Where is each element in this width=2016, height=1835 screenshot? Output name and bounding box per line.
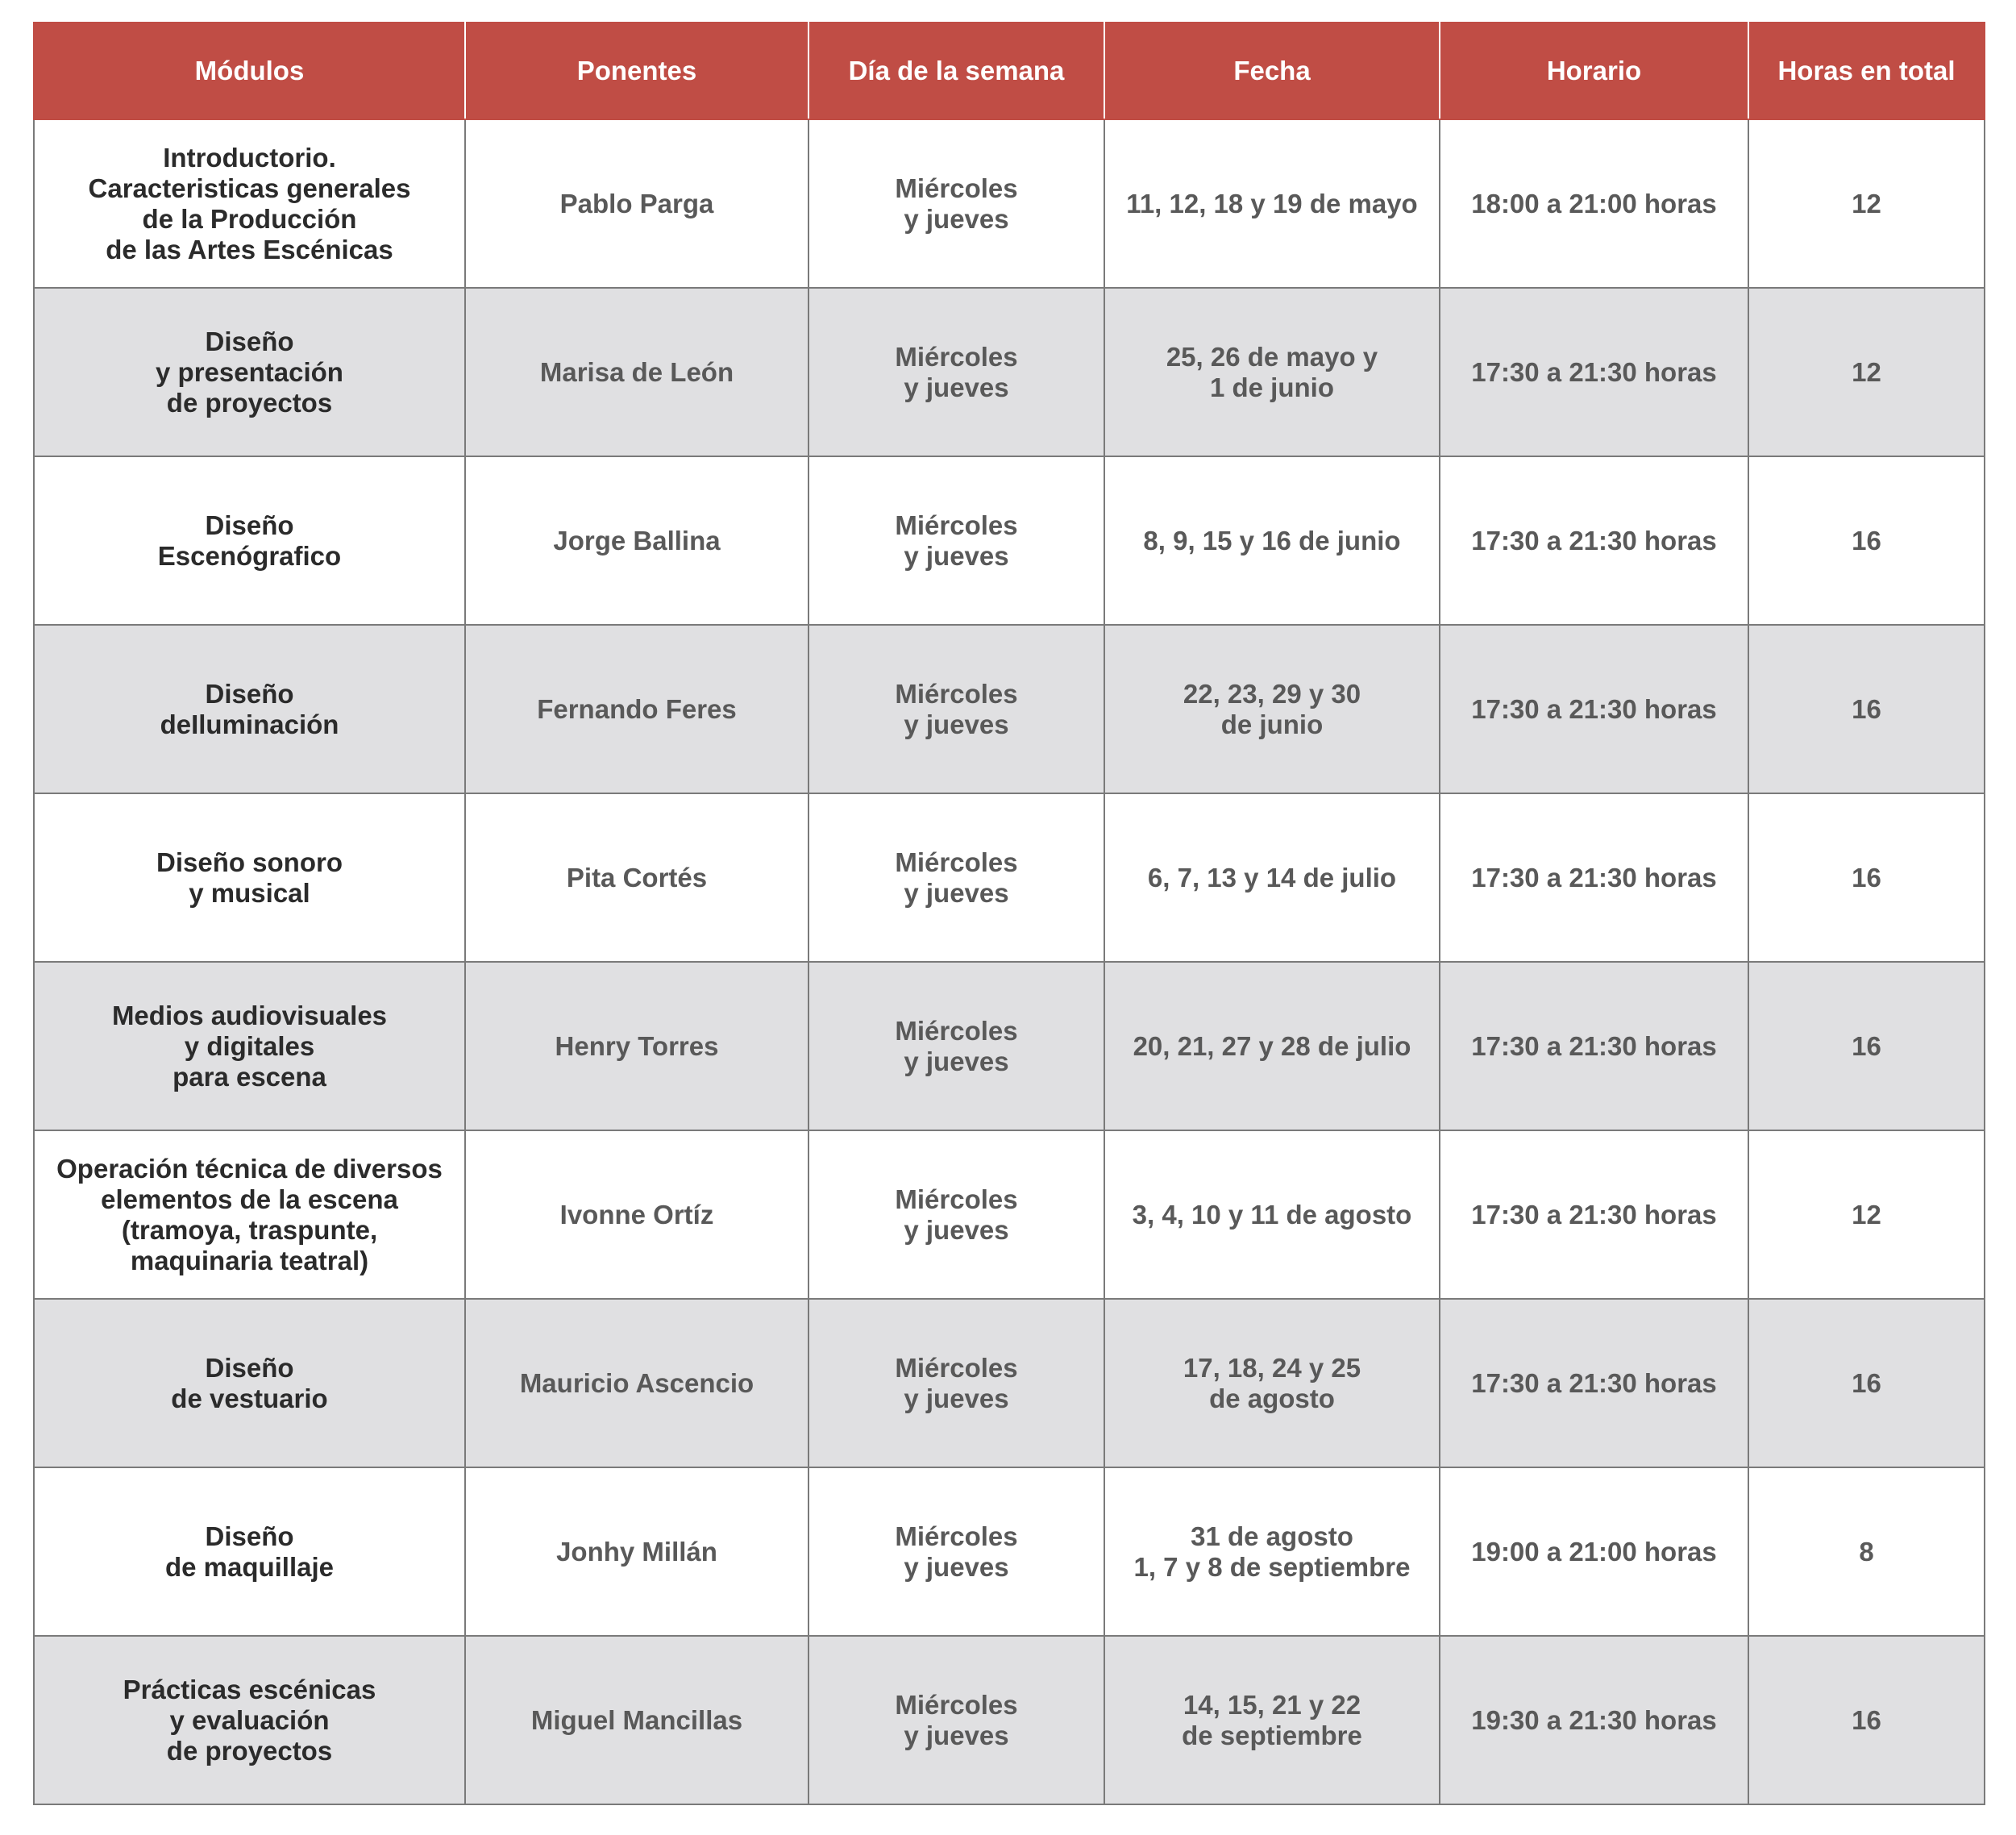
fecha-cell: 17, 18, 24 y 25 de agosto [1104,1299,1440,1467]
dia-cell: Miércoles y jueves [808,1130,1104,1299]
horario-cell: 17:30 a 21:30 horas [1440,625,1748,793]
fecha-cell: 22, 23, 29 y 30 de junio [1104,625,1440,793]
header-horas-en-total: Horas en total [1748,23,1985,119]
ponente-cell: Jonhy Millán [465,1467,808,1636]
fecha-cell: 6, 7, 13 y 14 de julio [1104,793,1440,962]
dia-cell: Miércoles y jueves [808,119,1104,288]
table-row [34,1299,1985,1467]
ponente-cell: Miguel Mancillas [465,1636,808,1804]
table-row [34,1636,1985,1804]
ponente-cell: Mauricio Ascencio [465,1299,808,1467]
dia-cell: Miércoles y jueves [808,793,1104,962]
modulo-cell: Diseño de maquillaje [34,1467,465,1636]
horas-cell: 16 [1748,793,1985,962]
horario-cell: 17:30 a 21:30 horas [1440,456,1748,625]
ponente-cell: Pablo Parga [465,119,808,288]
header-fecha: Fecha [1104,23,1440,119]
header-ponentes: Ponentes [465,23,808,119]
horas-cell: 16 [1748,962,1985,1130]
dia-cell: Miércoles y jueves [808,288,1104,456]
horario-cell: 19:00 a 21:00 horas [1440,1467,1748,1636]
fecha-cell: 3, 4, 10 y 11 de agosto [1104,1130,1440,1299]
fecha-cell: 11, 12, 18 y 19 de mayo [1104,119,1440,288]
fecha-cell: 31 de agosto 1, 7 y 8 de septiembre [1104,1467,1440,1636]
modulo-cell: Operación técnica de diversos elementos de la escena (tramoya, traspunte, maquinaria teatral) [34,1130,465,1299]
horario-cell: 17:30 a 21:30 horas [1440,1130,1748,1299]
horas-cell: 12 [1748,1130,1985,1299]
modulo-cell: Diseño de vestuario [34,1299,465,1467]
horario-cell: 18:00 a 21:00 horas [1440,119,1748,288]
fecha-cell: 14, 15, 21 y 22 de septiembre [1104,1636,1440,1804]
dia-cell: Miércoles y jueves [808,1299,1104,1467]
dia-cell: Miércoles y jueves [808,456,1104,625]
fecha-cell: 25, 26 de mayo y 1 de junio [1104,288,1440,456]
table-row [34,962,1985,1130]
dia-cell: Miércoles y jueves [808,1467,1104,1636]
modulo-cell: Diseño y presentación de proyectos [34,288,465,456]
modulo-cell: Medios audiovisuales y digitales para escena [34,962,465,1130]
table-row [34,119,1985,288]
ponente-cell: Pita Cortés [465,793,808,962]
horas-cell: 16 [1748,625,1985,793]
dia-cell: Miércoles y jueves [808,962,1104,1130]
table-row [34,625,1985,793]
horas-cell: 16 [1748,1636,1985,1804]
fecha-cell: 20, 21, 27 y 28 de julio [1104,962,1440,1130]
table-row [34,456,1985,625]
header-dia-de-la-semana: Día de la semana [808,23,1104,119]
horas-cell: 12 [1748,288,1985,456]
modulo-cell: Diseño deIluminación [34,625,465,793]
schedule-table [33,22,1985,1805]
table-row [34,1130,1985,1299]
modulo-cell: Diseño sonoro y musical [34,793,465,962]
horas-cell: 8 [1748,1467,1985,1636]
horas-cell: 16 [1748,456,1985,625]
horario-cell: 17:30 a 21:30 horas [1440,288,1748,456]
modulo-cell: Introductorio. Caracteristicas generales de la Producción de las Artes Escénicas [34,119,465,288]
fecha-cell: 8, 9, 15 y 16 de junio [1104,456,1440,625]
header-modulos: Módulos [34,23,465,119]
horario-cell: 17:30 a 21:30 horas [1440,962,1748,1130]
ponente-cell: Marisa de León [465,288,808,456]
horas-cell: 16 [1748,1299,1985,1467]
header-horario: Horario [1440,23,1748,119]
dia-cell: Miércoles y jueves [808,625,1104,793]
ponente-cell: Henry Torres [465,962,808,1130]
horario-cell: 17:30 a 21:30 horas [1440,1299,1748,1467]
header-row [34,23,1985,119]
modulo-cell: Prácticas escénicas y evaluación de proyectos [34,1636,465,1804]
modulo-cell: Diseño Escenógrafico [34,456,465,625]
table-row [34,1467,1985,1636]
ponente-cell: Jorge Ballina [465,456,808,625]
table-row [34,288,1985,456]
dia-cell: Miércoles y jueves [808,1636,1104,1804]
horario-cell: 19:30 a 21:30 horas [1440,1636,1748,1804]
ponente-cell: Fernando Feres [465,625,808,793]
horario-cell: 17:30 a 21:30 horas [1440,793,1748,962]
horas-cell: 12 [1748,119,1985,288]
ponente-cell: Ivonne Ortíz [465,1130,808,1299]
table-row [34,793,1985,962]
